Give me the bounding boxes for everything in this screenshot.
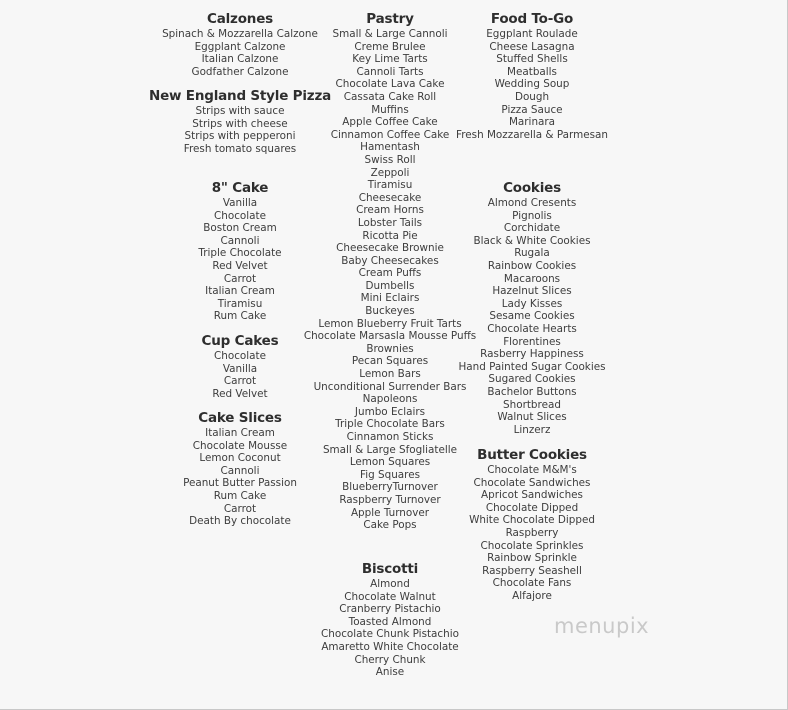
menu-item: Carrot [223,502,257,515]
menu-item: Alfajore [512,589,552,602]
menu-item: Chocolate Sandwiches [473,476,591,489]
menu-item: Toasted Almond [348,615,432,628]
menu-item: Lobster Tails [357,216,423,229]
menu-item: Lady Kisses [501,297,563,310]
menu-item: Vanilla [222,362,258,375]
menu-item: Lemon Coconut [199,452,281,465]
menu-item: Cream Puffs [358,267,422,280]
menu-item: Chocolate [214,350,266,362]
item-list [432,28,632,141]
menu-item: Pecan Squares [351,355,429,368]
menu-item: Hazelnut Slices [492,285,572,298]
menu-item: Dough [514,90,550,103]
menu-item: Cheese Lasagna [489,40,575,53]
menu-item: Zeppoli [370,166,410,179]
menu-item: Red Velvet [212,259,268,272]
menu-item: Carrot [223,375,257,388]
menu-item: Rum Cake [213,489,267,502]
menu-item: Cake Pops [363,519,417,532]
menu-item: Jumbo Eclairs [354,405,426,418]
menu-item: Strips with sauce [195,105,285,117]
menu-item: Florentines [503,335,561,348]
menu-item: Amaretto White Chocolate [321,640,459,653]
menu-item: Carrot [223,272,257,285]
section-title: Food To-Go [490,11,574,27]
menu-item: Lemon Blueberry Fruit Tarts [318,317,462,330]
menu-item: Rasberry Happiness [480,348,584,361]
item-list [432,197,632,436]
menu-item: Pizza Sauce [501,103,563,116]
menu-item: White Chocolate Dipped [469,514,595,527]
menu-item: Tiramisu [217,297,263,310]
menu-item: Apple Turnover [350,506,430,519]
menu-item: Apricot Sandwiches [481,489,583,502]
menu-item: Italian Cream [205,427,275,439]
menu-item: Hamentash [360,141,420,154]
menu-item: Muffins [371,103,409,116]
menu-item: Lemon Squares [349,456,431,469]
menu-item: Buckeyes [365,305,415,318]
menu-item: Chocolate Lava Cake [335,78,445,91]
menu-item: Creme Brulee [354,40,426,53]
menu-item: Key Lime Tarts [352,53,428,66]
menu-item: Chocolate [214,209,266,222]
menu-item: Cannoli [220,234,260,247]
section-title: Cup Cakes [201,333,279,349]
section-title: Cookies [503,180,561,196]
menu-item: Hand Painted Sugar Cookies [458,360,606,373]
menu-item: Chocolate Marsasla Mousse Puffs [303,330,477,343]
section-cookies [432,180,632,436]
menu-item: Sugared Cookies [488,373,576,386]
menu-item: Chocolate M&M's [487,464,577,476]
menu-item: Chocolate Walnut [344,590,436,603]
section-title: Cake Slices [198,410,282,426]
section-title: 8" Cake [211,180,269,196]
menu-item: Chocolate Hearts [487,322,577,335]
menu-item: Fresh Mozzarella & Parmesan [456,128,608,141]
menu-item: Bachelor Buttons [487,385,577,398]
section-butter-cookies [432,447,632,603]
menu-item: Mini Eclairs [360,292,420,305]
menu-item: Cheesecake Brownie [336,242,444,255]
menu-item: Strips with pepperoni [184,130,296,143]
menu-item: Shortbread [503,398,561,411]
menu-item: Raspberry Seashell [482,564,582,577]
menu-item: Chocolate Chunk Pistachio [321,628,459,641]
menu-item: Fig Squares [360,468,420,481]
menu-item: Sesame Cookies [489,310,575,323]
menu-item: BlueberryTurnover [342,481,438,494]
menu-item: Stuffed Shells [496,53,568,66]
menu-item: Meatballs [507,65,557,78]
menu-item: Eggplant Calzone [194,40,286,53]
menu-item: Chocolate Dipped [485,501,579,514]
menu-item: Dumbells [365,279,415,292]
menu-item: Marinara [508,116,556,129]
menu-item: Brownies [366,342,414,355]
menupix-watermark: menupix [554,614,650,638]
menu-item: Cannoli [220,464,260,477]
menu-item: Pignolis [512,209,552,222]
section-title: Calzones [207,11,273,27]
menu-item: Wedding Soup [494,78,570,91]
menu-item: Chocolate Sprinkles [480,539,584,552]
menu-item: Cassata Cake Roll [343,90,437,103]
menu-item: Chocolate Mousse [192,439,288,452]
section-title: Butter Cookies [477,447,587,463]
menu-item: Cheesecake [358,191,422,204]
menu-item: Rum Cake [213,310,267,323]
menu-item: Strips with cheese [192,117,288,130]
menu-item: Small & Large Sfogliatelle [322,443,458,456]
menu-item: Red Velvet [212,387,268,400]
menu-item: Chocolate Fans [492,577,572,590]
menu-item: Peanut Butter Passion [183,477,297,490]
menu-item: Corchidate [503,222,561,235]
menu-item: Baby Cheesecakes [341,254,439,267]
menu-item: Cream Horns [356,204,424,217]
menu-item: Swiss Roll [364,153,416,166]
menu-item: Spinach & Mozzarella Calzone [162,28,318,40]
menu-item: Almond [370,578,410,590]
menu-item: Cinnamon Coffee Cake [330,128,450,141]
section-title: Biscotti [361,561,419,577]
menu-item: Godfather Calzone [191,65,289,78]
section-food-to-go [432,11,632,141]
section-title: Pastry [366,11,414,27]
menu-item: Eggplant Roulade [486,28,578,40]
menu-item: Apple Coffee Cake [342,116,438,129]
menu-item: Cranberry Pistachio [339,603,441,616]
menu-item: Triple Chocolate Bars [335,418,445,431]
menu-item: Rugala [514,247,550,260]
menu-item: Fresh tomato squares [183,142,297,155]
menu-item: Ricotta Pie [362,229,418,242]
menu-item: Death By chocolate [189,515,291,528]
menu-item: Walnut Slices [497,411,567,424]
menu-item: Cherry Chunk [354,653,426,666]
item-list [432,464,632,603]
menu-item: Raspberry [505,526,559,539]
menu-item: Unconditional Surrender Bars [313,380,467,393]
menu-item: Vanilla [222,197,258,209]
menu-item: Linzerz [513,423,551,436]
section-title: New England Style Pizza [148,88,332,104]
menu-item: Raspberry Turnover [339,493,441,506]
menu-item: Boston Cream [203,222,277,235]
menu-item: Rainbow Cookies [487,259,577,272]
menu-item: Anise [375,666,405,679]
menu-item: Triple Chocolate [198,247,282,260]
menu-item: Italian Calzone [201,53,279,66]
menu-item: Lemon Bars [359,368,421,381]
menu-item: Black & White Cookies [473,234,591,247]
menu-item: Cinnamon Sticks [346,431,434,443]
menu-item: Napoleons [362,393,418,406]
menu-item: Tiramisu [367,179,413,192]
menu-item: Almond Cresents [487,197,577,209]
menu-item: Cannoli Tarts [356,65,424,78]
menu-item: Rainbow Sprinkle [487,552,577,565]
menu-item: Macaroons [503,272,561,285]
menu-item: Small & Large Cannoli [332,28,448,40]
menu-item: Italian Cream [205,285,275,298]
